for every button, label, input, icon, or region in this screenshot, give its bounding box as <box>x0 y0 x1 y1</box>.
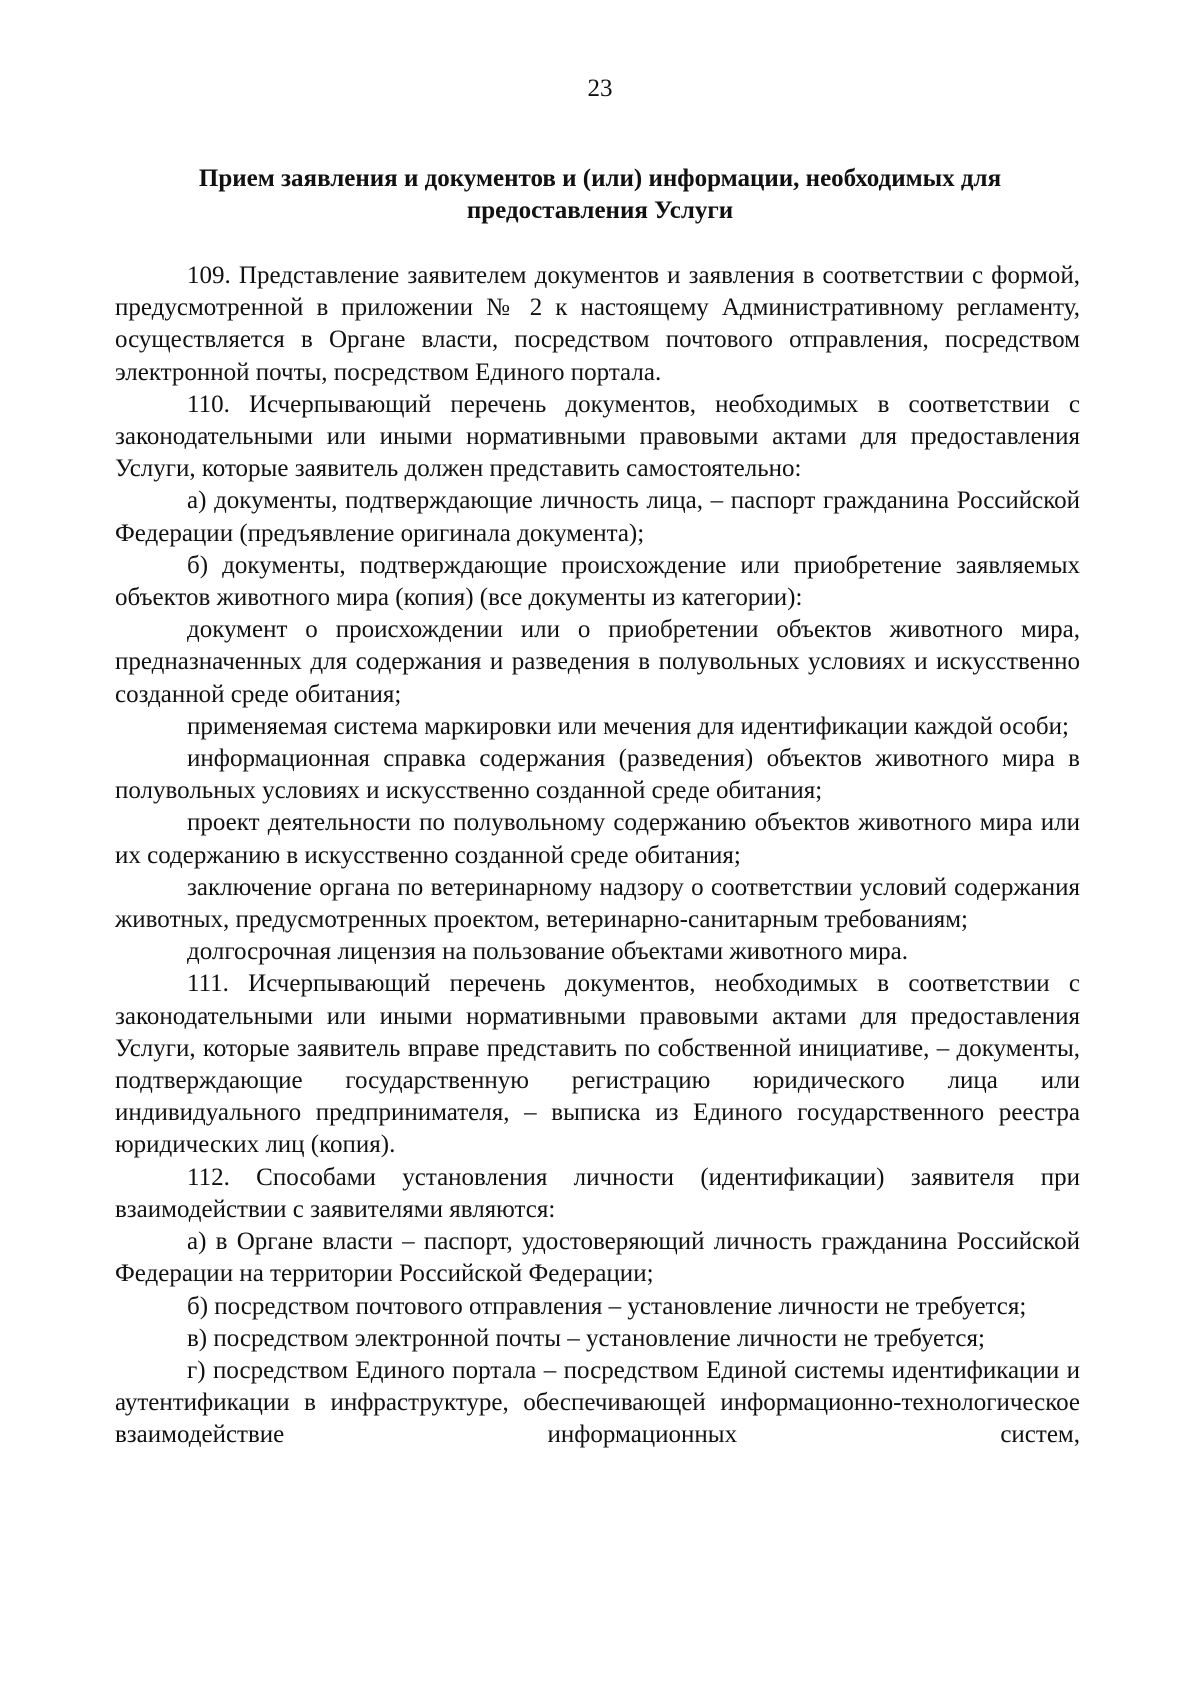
paragraph-112-g: г) посредством Единого портала – посредством Единой системы идентификации и аутентификации в инфраструктуре, обеспечивающей информационно-технологическое взаимодействие информационных систем, <box>115 1356 1080 1449</box>
paragraph-112-a: а) в Органе власти – паспорт, удостоверяющий личность гражданина Российской Федерации на территории Российской Федерации; <box>115 1228 1080 1288</box>
list-item-activity-project: проект деятельности по полувольному содержанию объектов животного мира или их содержанию в искусственно созданной среде обитания; <box>115 809 1080 869</box>
paragraph-112-v: в) посредством электронной почты – установление личности не требуется; <box>187 1324 985 1352</box>
list-item-origin-document: документ о происхождении или о приобретении объектов животного мира, предназначенных для содержания и разведения в полувольных условиях и искусственно созданной среде обитания; <box>115 616 1080 708</box>
page-number: 23 <box>587 75 613 102</box>
paragraph-110-a: а) документы, подтверждающие личность лица, – паспорт гражданина Российской Федерации (предъявление оригинала документа); <box>115 487 1080 547</box>
document-body <box>115 260 1080 1452</box>
list-item-info-reference: информационная справка содержания (разведения) объектов животного мира в полувольных условиях и искусственно созданной среде обитания; <box>115 745 1080 805</box>
paragraph-112: 112. Способами установления личности (идентификации) заявителя при взаимодействии с заявителями являются: <box>115 1163 1080 1223</box>
list-item-veterinary-conclusion: заключение органа по ветеринарному надзору о соответствии условий содержания животных, предусмотренных проектом, ветеринарно-санитарным требованиям; <box>115 873 1080 934</box>
paragraph-111: 111. Исчерпывающий перечень документов, необходимых в соответствии с законодательными или иными нормативными правовыми актами для предоставления Услуги, которые заявитель вправе представить по собственной инициативе, – документы, подтверждающие государственную регистрацию юридического лица или индивидуального предпринимателя, – выписка из Единого государственного реестра юридических лиц (копия). <box>115 970 1080 1159</box>
list-item-marking-system: применяемая система маркировки или мечения для идентификации каждой особи; <box>187 712 1069 740</box>
paragraph-110-b: б) документы, подтверждающие происхождение или приобретение заявляемых объектов животного мира (копия) (все документы из категории): <box>115 551 1080 612</box>
paragraph-112-b: б) посредством почтового отправления – установление личности не требуется; <box>187 1292 1027 1320</box>
paragraph-109: 109. Представление заявителем документов и заявления в соответствии с формой, предусмотренной в приложении № 2 к настоящему Административному регламенту, осуществляется в Органе власти, посредством почтового отправления, посредством электронной почты, посредством Единого портала. <box>115 262 1080 386</box>
section-heading: Прием заявления и документов и (или) информации, необходимых для предоставления Услуги <box>198 165 1002 224</box>
paragraph-110: 110. Исчерпывающий перечень документов, необходимых в соответствии с законодательными или иными нормативными правовыми актами для предоставления Услуги, которые заявитель должен представить самостоятельно: <box>115 390 1080 483</box>
list-item-long-term-license: долгосрочная лицензия на пользование объектами животного мира. <box>187 938 909 966</box>
